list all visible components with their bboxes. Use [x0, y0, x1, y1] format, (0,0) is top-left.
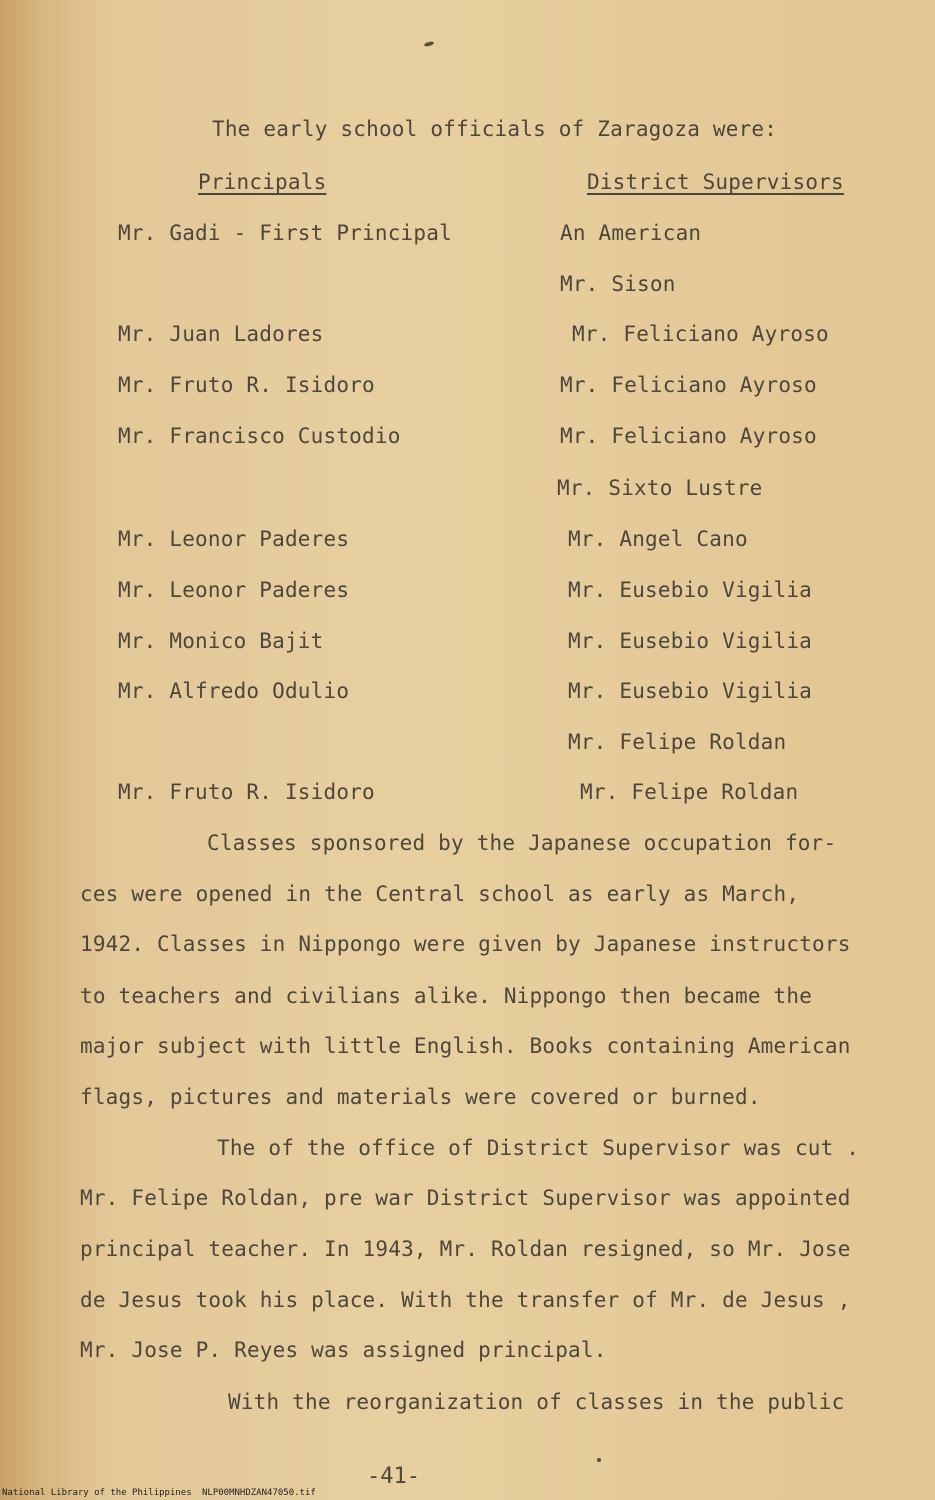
footer-library: National Library of the Philippines — [2, 1488, 192, 1498]
supervisor-row-10: Mr. Eusebio Vigilia — [568, 679, 813, 703]
principals-header: Principals — [198, 170, 327, 194]
paragraph2-line-2: Mr. Felipe Roldan, pre war District Supervisor was appointed — [80, 1186, 851, 1210]
paragraph3-line-1: With the reorganization of classes in the public — [228, 1390, 845, 1414]
principal-row-7: Mr. Leonor Paderes — [118, 527, 350, 551]
principal-row-3: Mr. Juan Ladores — [118, 322, 324, 346]
principal-row-10: Mr. Alfredo Odulio — [118, 679, 350, 703]
supervisor-row-1: An American — [560, 221, 702, 245]
supervisor-row-5: Mr. Feliciano Ayroso — [560, 424, 817, 448]
principal-row-5: Mr. Francisco Custodio — [118, 424, 401, 448]
paragraph2-line-5: Mr. Jose P. Reyes was assigned principal. — [80, 1338, 607, 1362]
supervisor-row-7: Mr. Angel Cano — [568, 527, 748, 551]
page-number: -41- — [367, 1464, 420, 1489]
principal-row-9: Mr. Monico Bajit — [118, 629, 324, 653]
paragraph2-line-3: principal teacher. In 1943, Mr. Roldan resigned, so Mr. Jose — [80, 1237, 851, 1261]
paragraph1-line-6: flags, pictures and materials were covered or burned. — [80, 1085, 761, 1109]
paragraph1-line-4: to teachers and civilians alike. Nippongo then became the — [80, 984, 813, 1008]
supervisor-row-3: Mr. Feliciano Ayroso — [572, 322, 829, 346]
supervisor-row-2: Mr. Sison — [560, 272, 676, 296]
supervisor-row-11: Mr. Felipe Roldan — [568, 730, 787, 754]
footer-file: NLP00MNHDZAN47050.tif — [202, 1488, 316, 1498]
supervisor-row-6: Mr. Sixto Lustre — [557, 476, 763, 500]
paragraph2-line-4: de Jesus took his place. With the transfer of Mr. de Jesus , — [80, 1288, 851, 1312]
principal-row-4: Mr. Fruto R. Isidoro — [118, 373, 375, 397]
principal-row-1: Mr. Gadi - First Principal — [118, 221, 452, 245]
paragraph1-line-1: Classes sponsored by the Japanese occupation for- — [207, 831, 837, 855]
heading: The early school officials of Zaragoza were: — [212, 117, 778, 141]
paragraph1-line-5: major subject with little English. Books containing American — [80, 1034, 851, 1058]
paper-speck — [424, 41, 435, 47]
supervisor-row-9: Mr. Eusebio Vigilia — [568, 629, 813, 653]
principal-row-12: Mr. Fruto R. Isidoro — [118, 780, 375, 804]
supervisors-header: District Supervisors — [587, 170, 844, 194]
paragraph1-line-2: ces were opened in the Central school as early as March, — [80, 882, 800, 906]
paragraph2-line-1: The of the office of District Supervisor was cut . — [217, 1136, 860, 1160]
paragraph1-line-3: 1942. Classes in Nippongo were given by Japanese instructors — [80, 932, 851, 956]
supervisor-row-12: Mr. Felipe Roldan — [580, 780, 799, 804]
paper-speck — [597, 1458, 601, 1462]
supervisor-row-8: Mr. Eusebio Vigilia — [568, 578, 813, 602]
principal-row-8: Mr. Leonor Paderes — [118, 578, 350, 602]
supervisor-row-4: Mr. Feliciano Ayroso — [560, 373, 817, 397]
